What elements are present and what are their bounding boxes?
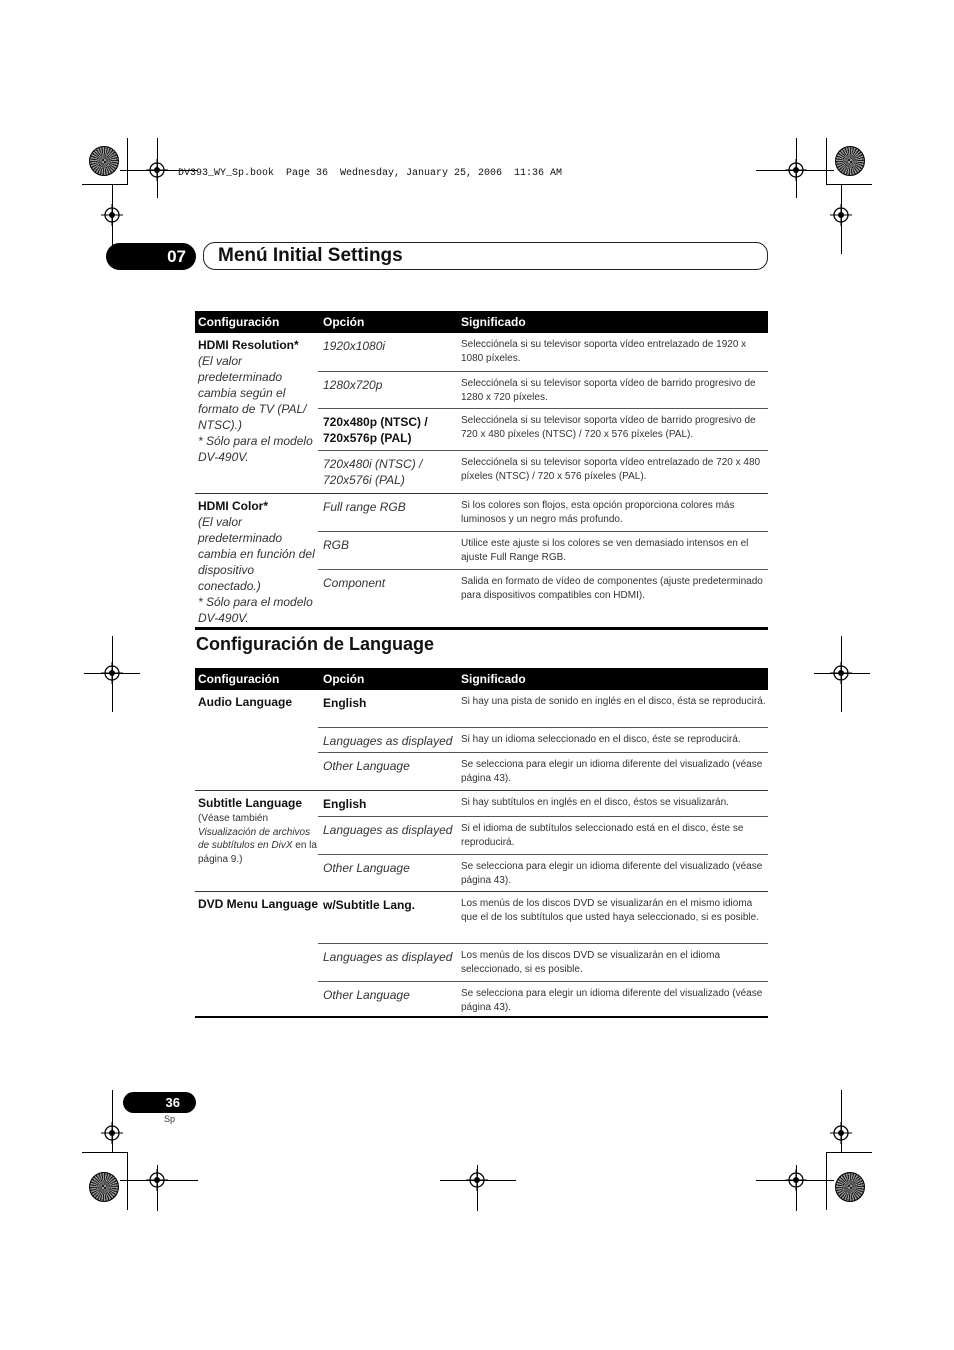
option-meaning: Selecciónela si su televisor soporta vídeo de barrido progresivo de 720 x 480 píxeles (NTSC) / 720 x 576 píxeles (PAL). — [461, 415, 756, 440]
header-configuracion: Configuración — [198, 672, 280, 686]
option-label: Other Language — [323, 988, 410, 1002]
page-language: Sp — [164, 1114, 176, 1124]
page-number-badge: 36 — [123, 1092, 196, 1113]
setting-cell — [198, 498, 318, 626]
option-meaning: Si hay subtítulos en inglés en el disco, éstos se visualizarán. — [461, 797, 729, 808]
option-meaning: Utilice este ajuste si los colores se ven demasiado intensos en el ajuste Full Range RGB. — [461, 538, 749, 563]
table-row — [318, 371, 768, 408]
option-meaning: Si hay un idioma seleccionado en el disco, éste se reproducirá. — [461, 734, 741, 745]
table-row — [318, 752, 768, 790]
table-bottom-rule — [195, 1016, 768, 1018]
chapter-title: Menú Initial Settings — [203, 242, 768, 270]
table-header — [195, 311, 768, 333]
option-label: Other Language — [323, 759, 410, 773]
header-opcion: Opción — [323, 672, 365, 686]
section-title: Configuración de Language — [196, 634, 435, 654]
table-header — [195, 668, 768, 690]
option-meaning: Si el idioma de subtítulos seleccionado está en el disco, éste se reproducirá. — [461, 823, 744, 848]
subtitle-language-group — [195, 791, 768, 891]
hdmi-resolution-group — [195, 333, 768, 493]
option-label: Full range RGB — [323, 500, 406, 514]
setting-footnote: * Sólo para el modelo DV-490V. — [198, 595, 313, 625]
table-row — [318, 727, 768, 752]
registration-mark-icon — [101, 204, 123, 226]
option-label: w/Subtitle Lang. — [323, 898, 415, 912]
table-bottom-rule — [195, 627, 768, 630]
setting-footnote: * Sólo para el modelo DV-490V. — [198, 434, 313, 464]
option-meaning: Salida en formato de vídeo de componentes (ajuste predeterminado para dispositivos compatibles con HDMI). — [461, 576, 763, 601]
option-label: 1280x720p — [323, 378, 383, 392]
option-label: 720x480i (NTSC) / 720x576i (PAL) — [323, 457, 423, 487]
print-info-line: DV393_WY_Sp.book Page 36 Wednesday, January 25, 2006 11:36 AM — [178, 168, 563, 179]
registration-mark-icon — [830, 204, 852, 226]
option-label: English — [323, 797, 367, 811]
audio-language-group — [195, 690, 768, 790]
language-settings-table — [195, 668, 768, 1017]
setting-name: Subtitle Language — [198, 796, 303, 810]
option-meaning: Selecciónela si su televisor soporta vídeo entrelazado de 1920 x 1080 píxeles. — [461, 339, 747, 364]
color-target-icon — [89, 146, 119, 176]
option-label: Languages as displayed — [323, 823, 453, 837]
table-row — [318, 816, 768, 854]
table-row — [318, 690, 768, 727]
option-meaning: Si hay una pista de sonido en inglés en el disco, ésta se reproducirá. — [461, 696, 766, 707]
header-significado: Significado — [461, 315, 526, 329]
hdmi-settings-table — [195, 311, 768, 629]
option-meaning: Se selecciona para elegir un idioma diferente del visualizado (véase página 43). — [461, 861, 763, 886]
color-target-icon — [89, 1172, 119, 1202]
setting-note: (Véase también Visualización de archivos de subtítulos en DivX en la página 9.) — [198, 813, 317, 865]
setting-note: (El valor predeterminado cambia en función del dispositivo conectado.) — [198, 515, 315, 593]
option-meaning: Se selecciona para elegir un idioma diferente del visualizado (véase página 43). — [461, 759, 763, 784]
setting-cell — [198, 896, 318, 912]
table-row — [318, 854, 768, 891]
header-opcion: Opción — [323, 315, 365, 329]
table-row — [318, 943, 768, 981]
color-target-icon — [835, 1172, 865, 1202]
table-row — [318, 531, 768, 569]
setting-name: Audio Language — [198, 695, 292, 709]
registration-mark-icon — [830, 1122, 852, 1144]
table-row — [318, 981, 768, 1017]
option-label: English — [323, 696, 367, 710]
table-row — [318, 408, 768, 450]
setting-cell — [198, 694, 318, 710]
table-row — [318, 791, 768, 816]
option-meaning: Selecciónela si su televisor soporta vídeo entrelazado de 720 x 480 píxeles (NTSC) / 720 x 576 píxeles (PAL). — [461, 457, 761, 482]
setting-name: DVD Menu Language — [198, 897, 319, 911]
option-label: Component — [323, 576, 386, 590]
header-configuracion: Configuración — [198, 315, 280, 329]
option-meaning: Selecciónela si su televisor soporta vídeo de barrido progresivo de 1280 x 720 píxeles. — [461, 378, 756, 403]
hdmi-color-group — [195, 494, 768, 629]
dvd-menu-language-group — [195, 892, 768, 1017]
setting-name: HDMI Color* — [198, 499, 268, 513]
option-label: RGB — [323, 538, 350, 552]
option-label: 720x480p (NTSC) / 720x576p (PAL) — [323, 415, 428, 445]
option-meaning: Se selecciona para elegir un idioma diferente del visualizado (véase página 43). — [461, 988, 763, 1013]
table-row — [318, 892, 768, 943]
color-target-icon — [835, 146, 865, 176]
setting-name: HDMI Resolution* — [198, 338, 299, 352]
option-label: Languages as displayed — [323, 734, 453, 748]
header-significado: Significado — [461, 672, 526, 686]
option-label: Other Language — [323, 861, 410, 875]
setting-cell — [198, 795, 318, 866]
registration-mark-icon — [101, 1122, 123, 1144]
option-meaning: Los menús de los discos DVD se visualizarán en el idioma seleccionado, si es posible. — [461, 950, 721, 975]
setting-cell — [198, 337, 318, 465]
chapter-number-badge: 07 — [106, 243, 196, 270]
table-row — [318, 494, 768, 531]
table-row — [318, 569, 768, 629]
option-label: Languages as displayed — [323, 950, 453, 964]
option-meaning: Los menús de los discos DVD se visualizarán en el mismo idioma que el de los subtítulos que usted haya seleccionado, si es posible. — [461, 898, 759, 923]
table-row — [318, 450, 768, 493]
option-label: 1920x1080i — [323, 339, 386, 353]
table-row — [318, 333, 768, 371]
setting-note: (El valor predeterminado cambia según el formato de TV (PAL/ NTSC).) — [198, 354, 307, 432]
option-meaning: Si los colores son flojos, esta opción proporciona colores más luminosos y un negro más profundo. — [461, 500, 735, 525]
